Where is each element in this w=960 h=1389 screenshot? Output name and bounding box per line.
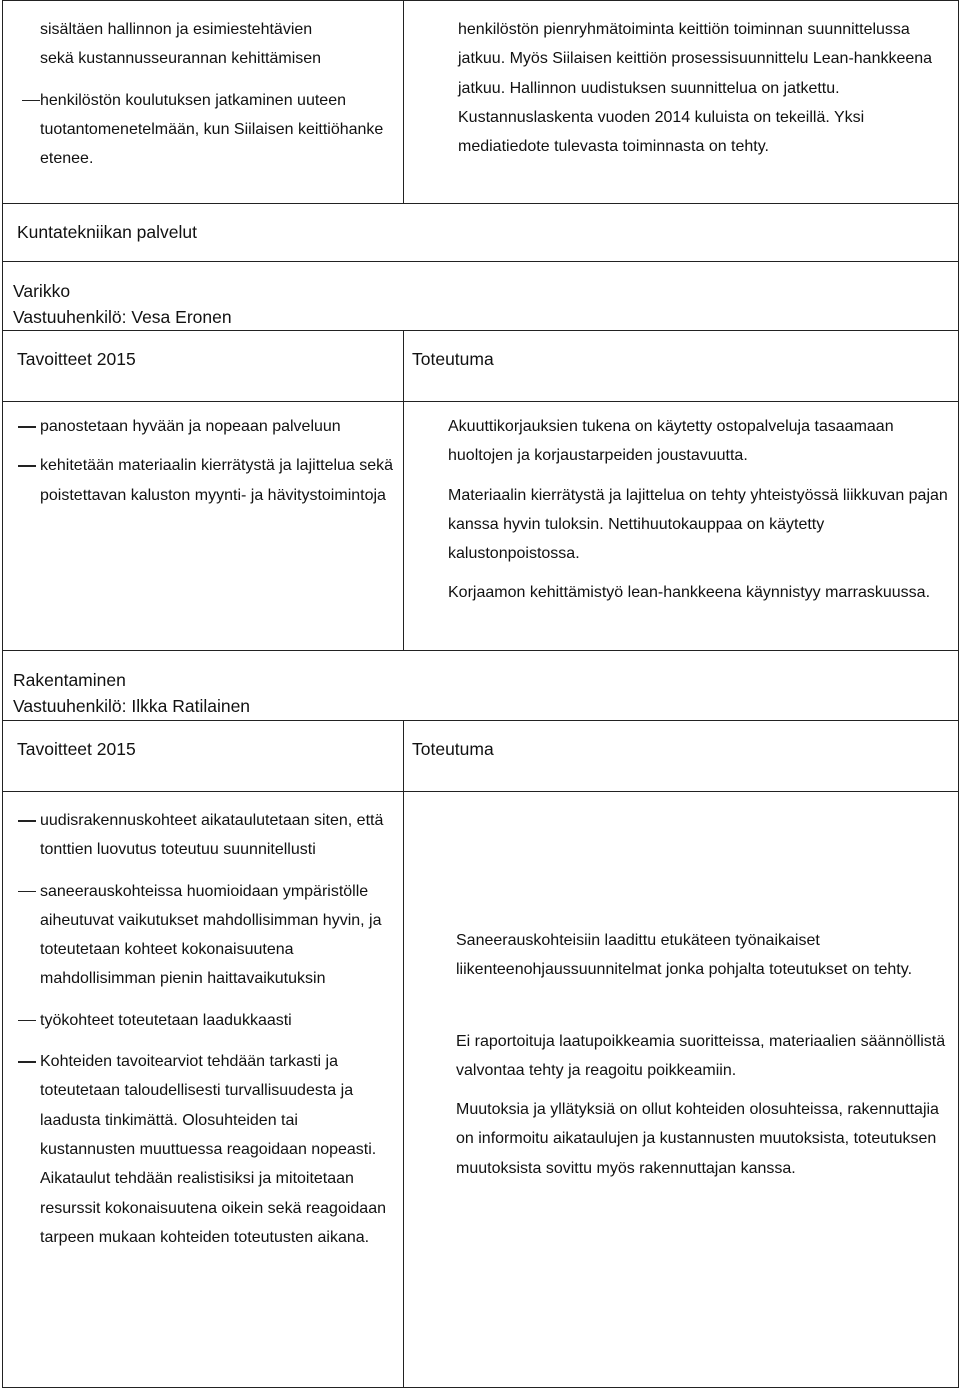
list-item: työkohteet toteutetaan laadukkaasti: [5, 1006, 397, 1035]
rakentaminen-result-cell: [404, 792, 959, 1388]
rakentaminen-content-row: [3, 792, 959, 1388]
rakentaminen-result-header: Toteutuma: [412, 739, 494, 759]
varikko-result-paragraph: Materiaalin kierrätystä ja lajittelua on tehty yhteistyössä liikkuvan pajan kanssa hyvin tuloksin. Nettihuutokauppaa on käytetty kalustonpoistossa.: [448, 486, 948, 563]
varikko-responsible: Vastuuhenkilö: Vesa Eronen: [13, 307, 232, 327]
continuation-result-cell: [404, 1, 959, 204]
varikko-result-header: Toteutuma: [412, 349, 494, 369]
rakentaminen-responsible: Vastuuhenkilö: Ilkka Ratilainen: [13, 696, 251, 716]
list-item: panostetaan hyvään ja nopeaan palveluun: [5, 412, 397, 441]
varikko-result-header-cell: [404, 331, 959, 402]
continuation-goal-text: sisältäen hallinnon ja esimiestehtävien sekä kustannusseurannan kehittämisen: [40, 21, 322, 68]
list-item: henkilöstön koulutuksen jatkaminen uuteen tuotantomenetelmään, kun Siilaisen keittiöhanke etenee.: [9, 86, 393, 174]
varikko-header-cell: [3, 262, 959, 331]
varikko-title: Varikko: [13, 281, 71, 301]
varikko-result-paragraph: Akuuttikorjauksien tukena on käytetty ostopalveluja tasaamaan huoltojen ja korjaustarpeiden joustavuutta.: [448, 418, 894, 465]
section-title: Kuntatekniikan palvelut: [17, 222, 197, 242]
rakentaminen-goal-list: [5, 806, 397, 1252]
rakentaminen-result-paragraph: Ei raportoituja laatupoikkeamia suoritteissa, materiaalien säännöllistä valvontaa tehty ja reagoitu poikkeamiin.: [456, 1032, 946, 1079]
rakentaminen-goals-header-cell: [3, 721, 404, 792]
continuation-result-text: henkilöstön pienryhmätoiminta keittiön toiminnan suunnittelussa jatkuu. Myös Siilaisen keittiön prosessisuunnittelu Lean-hankkeena jatkuu. Hallinnon uudistuksen suunnittelua on jatkettu. Kustannuslaskenta vuoden 2014 kuluista on tekeillä. Yksi mediatiedote tulevasta toiminnasta on tehty.: [458, 21, 933, 156]
section-title-cell: [3, 204, 959, 262]
rakentaminen-result-header-cell: [404, 721, 959, 792]
varikko-header-row: [3, 262, 959, 331]
rakentaminen-result-paragraph: Saneerauskohteisiin laadittu etukäteen työnaikaiset liikenteenohjaussuunnitelmat jonka pohjalta toteutukset on tehty.: [456, 932, 913, 979]
rakentaminen-result-paragraph: Muutoksia ja yllätyksiä on ollut kohteiden olosuhteissa, rakennuttajia on informoitu aikataulujen ja kustannusten muutoksista, toteutuksen muutoksista sovittu myös rakennuttajan kanssa.: [456, 1101, 939, 1177]
varikko-goals-header: Tavoitteet 2015: [17, 349, 136, 369]
varikko-result-cell: [404, 402, 959, 651]
list-item: saneerauskohteissa huomioidaan ympäristölle aiheutuvat vaikutukset mahdollisimman hyvin, ja toteutetaan kohteet kokonaisuutena mahdollisimman pienin haittavaikutuksin: [5, 877, 397, 994]
continuation-goal-list: [9, 86, 393, 174]
varikko-content-row: [3, 402, 959, 651]
list-item: Kohteiden tavoitearviot tehdään tarkasti ja toteutetaan taloudellisesti turvallisuudesta ja laadusta tinkimättä. Olosuhteiden tai kustannusten muuttuessa reagoidaan nopeasti. Aikataulut tehdään realistisiksi ja mitoitetaan resurssit kokonaisuutena oikein sekä reagoidaan tarpeen mukaan kohteiden toteutusten aikana.: [5, 1047, 397, 1252]
varikko-goals-cell: [3, 402, 404, 651]
varikko-goal-list: [5, 412, 397, 510]
varikko-result-paragraph: Korjaamon kehittämistyö lean-hankkeena käynnistyy marraskuussa.: [448, 584, 931, 602]
continuation-goals-cell: [3, 1, 404, 204]
list-item: uudisrakennuskohteet aikataulutetaan siten, että tonttien luovutus toteutuu suunnitellusti: [5, 806, 397, 865]
rakentaminen-header-row: [3, 651, 959, 721]
rakentaminen-goals-header: Tavoitteet 2015: [17, 739, 136, 759]
continuation-row: [3, 1, 959, 204]
rakentaminen-column-headers: [3, 721, 959, 792]
list-item: kehitetään materiaalin kierrätystä ja lajittelua sekä poistettavan kaluston myynti- ja hävitystoimintoja: [5, 451, 397, 510]
varikko-column-headers: [3, 331, 959, 402]
rakentaminen-header-cell: [3, 651, 959, 721]
report-table: [2, 0, 959, 1388]
section-title-row: [3, 204, 959, 262]
varikko-goals-header-cell: [3, 331, 404, 402]
rakentaminen-goals-cell: [3, 792, 404, 1388]
rakentaminen-title: Rakentaminen: [13, 670, 126, 690]
